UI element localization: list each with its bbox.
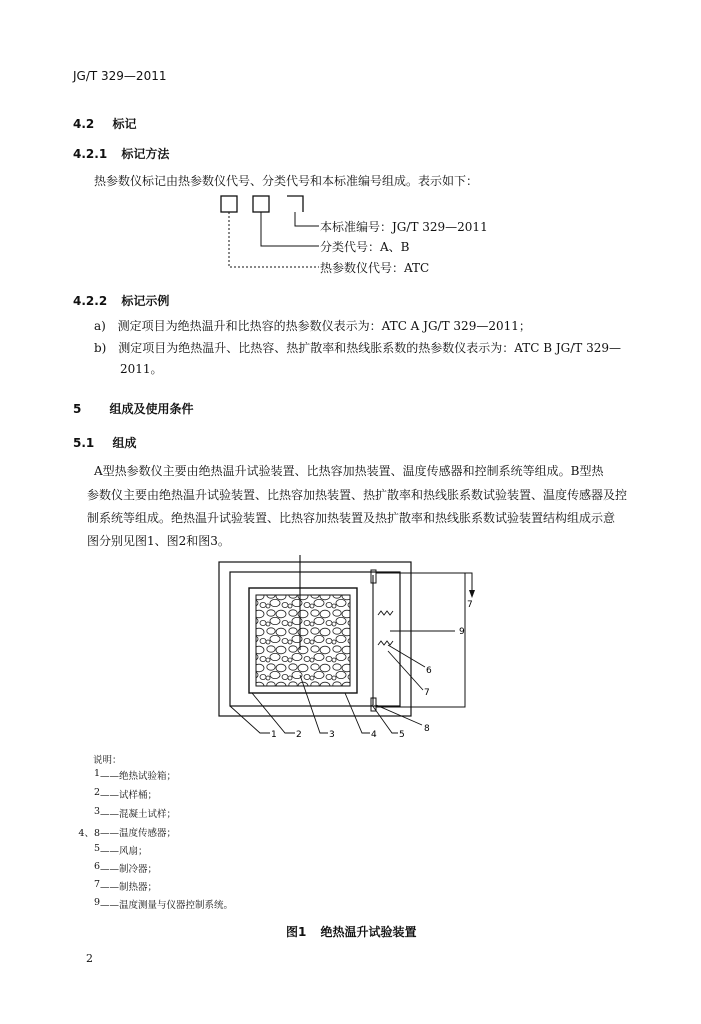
leader-line-2 (261, 212, 319, 246)
legend-num: 1 (93, 768, 100, 779)
callout-2: 2 (296, 730, 302, 740)
example-b-continued: 2011。 (120, 362, 163, 376)
legend-text: ——制冷器； (100, 864, 158, 875)
composition-line-3: 制系统等组成。绝热温升试验装置、比热容加热装置及热扩散率和热线胀系数试验装置结构组成示意 (87, 511, 616, 525)
example-a (94, 315, 531, 338)
section-title: 标记 (112, 117, 137, 131)
figure-caption (286, 923, 417, 940)
legend-num: 5 (93, 843, 100, 854)
section-number: 5.1 (73, 436, 95, 450)
marking-label-instrument: 热参数仪代号：ATC (320, 261, 430, 275)
legend-num: 3 (93, 806, 100, 817)
leader-1 (230, 706, 270, 733)
legend-text: ——制热器； (100, 882, 158, 893)
section-title: 标记方法 (121, 147, 170, 161)
leader-line-1 (295, 212, 319, 226)
legend-text: ——混凝土试样； (100, 809, 177, 820)
code-box-3 (287, 196, 303, 212)
legend-text: ——风扇； (100, 846, 148, 857)
list-marker: a) (94, 319, 106, 333)
section-title: 标记示例 (121, 294, 170, 308)
caption-number: 图1 (286, 925, 307, 939)
marking-label-class: 分类代号：A、B (320, 240, 410, 254)
leader-7 (388, 651, 423, 690)
marking-method-text: 热参数仪标记由热参数仪代号、分类代号和本标准编号组成。表示如下： (94, 174, 479, 188)
callout-7-top: 7 (467, 600, 473, 610)
concrete-sample (256, 595, 350, 686)
callout-6: 6 (426, 666, 432, 676)
example-b (94, 337, 621, 360)
section-5-heading (73, 400, 194, 417)
list-text: 测定项目为绝热温升和比热容的热参数仪表示为：ATC A JG/T 329—2011； (117, 319, 531, 333)
callout-5: 5 (399, 730, 405, 740)
callout-4: 4 (371, 730, 377, 740)
section-number: 4.2.1 (73, 147, 108, 161)
legend-text: ——温度传感器； (100, 828, 177, 839)
legend-num: 6 (93, 861, 100, 872)
composition-line-4: 图分别见图1、图2和图3。 (87, 534, 230, 548)
section-number: 5 (73, 402, 82, 416)
control-wire (376, 573, 472, 595)
legend-num: 2 (93, 787, 100, 798)
arrow-icon (469, 590, 475, 598)
section-number: 4.2.2 (73, 294, 108, 308)
standard-header: JG/T 329—2011 (73, 69, 167, 83)
section-5-1-heading (73, 434, 136, 451)
section-title: 组成及使用条件 (109, 402, 194, 416)
callout-9: 9 (459, 627, 465, 637)
marking-label-standard: 本标准编号：JG/T 329—2011 (320, 220, 488, 234)
section-title: 组成 (112, 436, 137, 450)
leader-2 (252, 693, 295, 733)
section-4-2-1-heading (73, 145, 169, 162)
callout-7: 7 (424, 688, 430, 698)
leader-6 (388, 645, 425, 667)
composition-line-2: 参数仪主要由绝热温升试验装置、比热容加热装置、热扩散率和热线胀系数试验装置、温度传感器及控 (87, 488, 628, 502)
leader-line-3 (229, 212, 319, 267)
legend-text: ——绝热试验箱； (100, 771, 177, 782)
leader-4 (345, 693, 370, 733)
legend-text: ——温度测量与仪器控制系统。 (100, 900, 234, 911)
leader-8 (376, 705, 422, 725)
callout-8: 8 (424, 724, 430, 734)
list-text: 测定项目为绝热温升、比热容、热扩散率和热线胀系数的热参数仪表示为：ATC B JG/T 329— (118, 341, 622, 355)
code-box-1 (221, 196, 237, 212)
page-number: 2 (86, 952, 93, 965)
section-4-2-2-heading (73, 292, 169, 309)
composition-line-1: A型热参数仪主要由绝热温升试验装置、比热容加热装置、温度传感器和控制系统等组成。B型热 (94, 464, 604, 478)
code-box-2 (253, 196, 269, 212)
caption-title: 绝热温升试验装置 (320, 925, 417, 939)
cooler-coil (378, 641, 393, 645)
legend-title: 说明： (93, 755, 122, 766)
callout-1: 1 (271, 730, 277, 740)
legend-text: ——试样桶； (100, 790, 158, 801)
section-4-2-heading (73, 115, 136, 132)
legend-num: 4、8 (78, 828, 100, 839)
callout-3: 3 (329, 730, 335, 740)
legend-num: 9 (93, 897, 100, 908)
list-marker: b) (94, 341, 107, 355)
heater-coil (378, 611, 393, 615)
figure-1-diagram (200, 555, 500, 750)
legend-num: 7 (93, 879, 100, 890)
section-number: 4.2 (73, 117, 95, 131)
